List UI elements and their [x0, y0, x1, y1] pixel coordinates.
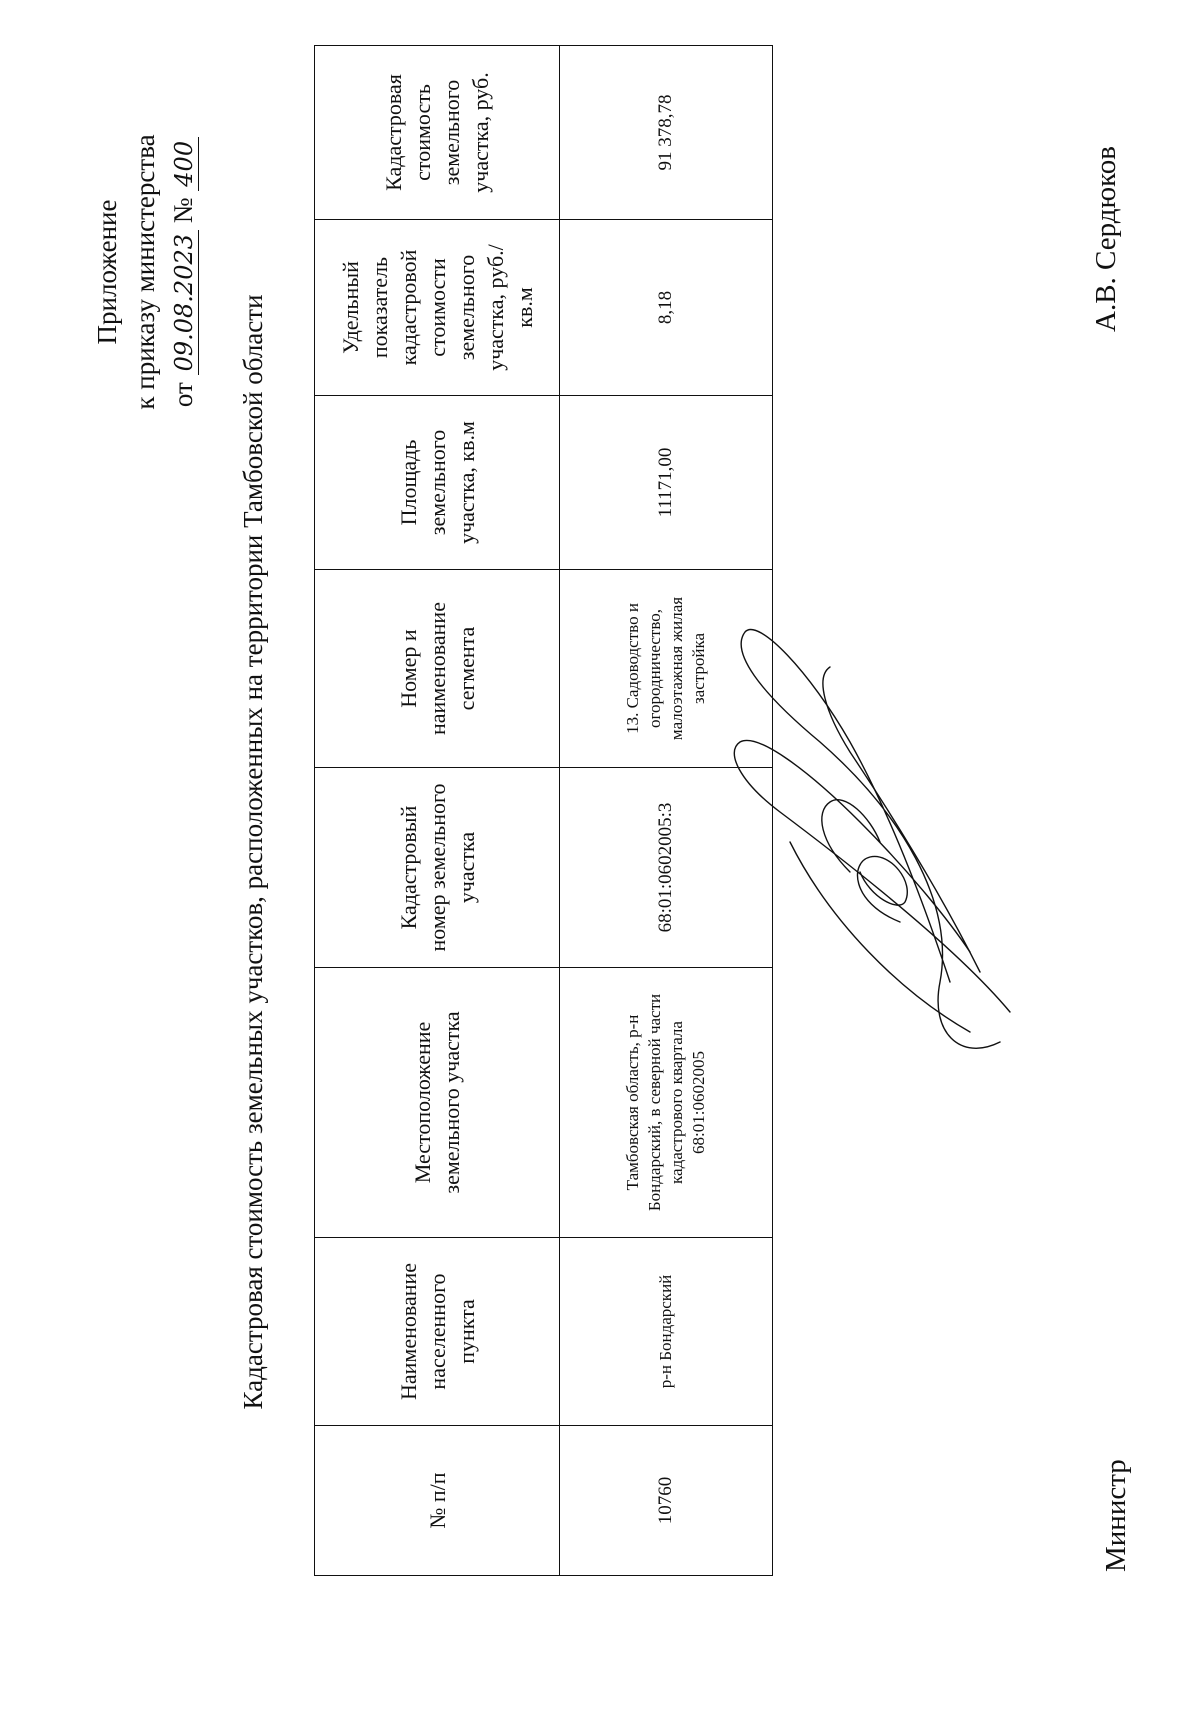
- header-cadastral-value: Кадастровая стоимость земельного участка, руб.: [315, 46, 560, 220]
- appendix-header: [88, 12, 202, 532]
- header-plot-location: Местоположение земельного участка: [315, 968, 560, 1238]
- cell-cadastral-value: 91 378,78: [560, 46, 773, 220]
- document-title: Кадастровая стоимость земельных участков, расположенных на территории Тамбовской области: [238, 294, 268, 1410]
- minister-signature: [700, 612, 1040, 1072]
- cell-plot-area: 11171,00: [560, 396, 773, 570]
- header-settlement-name: Наименование населенного пункта: [315, 1238, 560, 1426]
- minister-name: А.В. Сердюков: [1090, 146, 1122, 332]
- appendix-date-number-line: [164, 12, 202, 532]
- header-cadastral-number: Кадастровый номер земельного участка: [315, 768, 560, 968]
- appendix-title: Приложение: [92, 199, 122, 345]
- header-specific-value: Удельный показатель кадастровой стоимости земельного участка, руб./кв.м: [315, 220, 560, 396]
- appendix-number: 400: [170, 137, 199, 191]
- appendix-number-label: №: [168, 197, 198, 224]
- minister-label: Министр: [1100, 1459, 1132, 1572]
- cell-cadastral-number: 68:01:0602005:3: [560, 768, 773, 968]
- cell-settlement-name: р-н Бондарский: [560, 1238, 773, 1426]
- cell-segment: 13. Садоводство и огородничество, малоэтажная жилая застройка: [560, 570, 773, 768]
- cell-specific-value: 8,18: [560, 220, 773, 396]
- cell-plot-location: Тамбовская область, р-н Бондарский, в северной части кадастрового квартала 68:01:0602005: [560, 968, 773, 1238]
- header-segment: Номер и наименование сегмента: [315, 570, 560, 768]
- appendix-order-reference: к приказу министерства: [130, 134, 160, 410]
- appendix-date: 09.08.2023: [170, 230, 199, 375]
- appendix-from-prefix: от: [168, 382, 198, 408]
- cell-row-number: 10760: [560, 1426, 773, 1576]
- table-header-row: [315, 46, 560, 1576]
- header-plot-area: Площадь земельного участка, кв.м: [315, 396, 560, 570]
- header-row-number: № п/п: [315, 1426, 560, 1576]
